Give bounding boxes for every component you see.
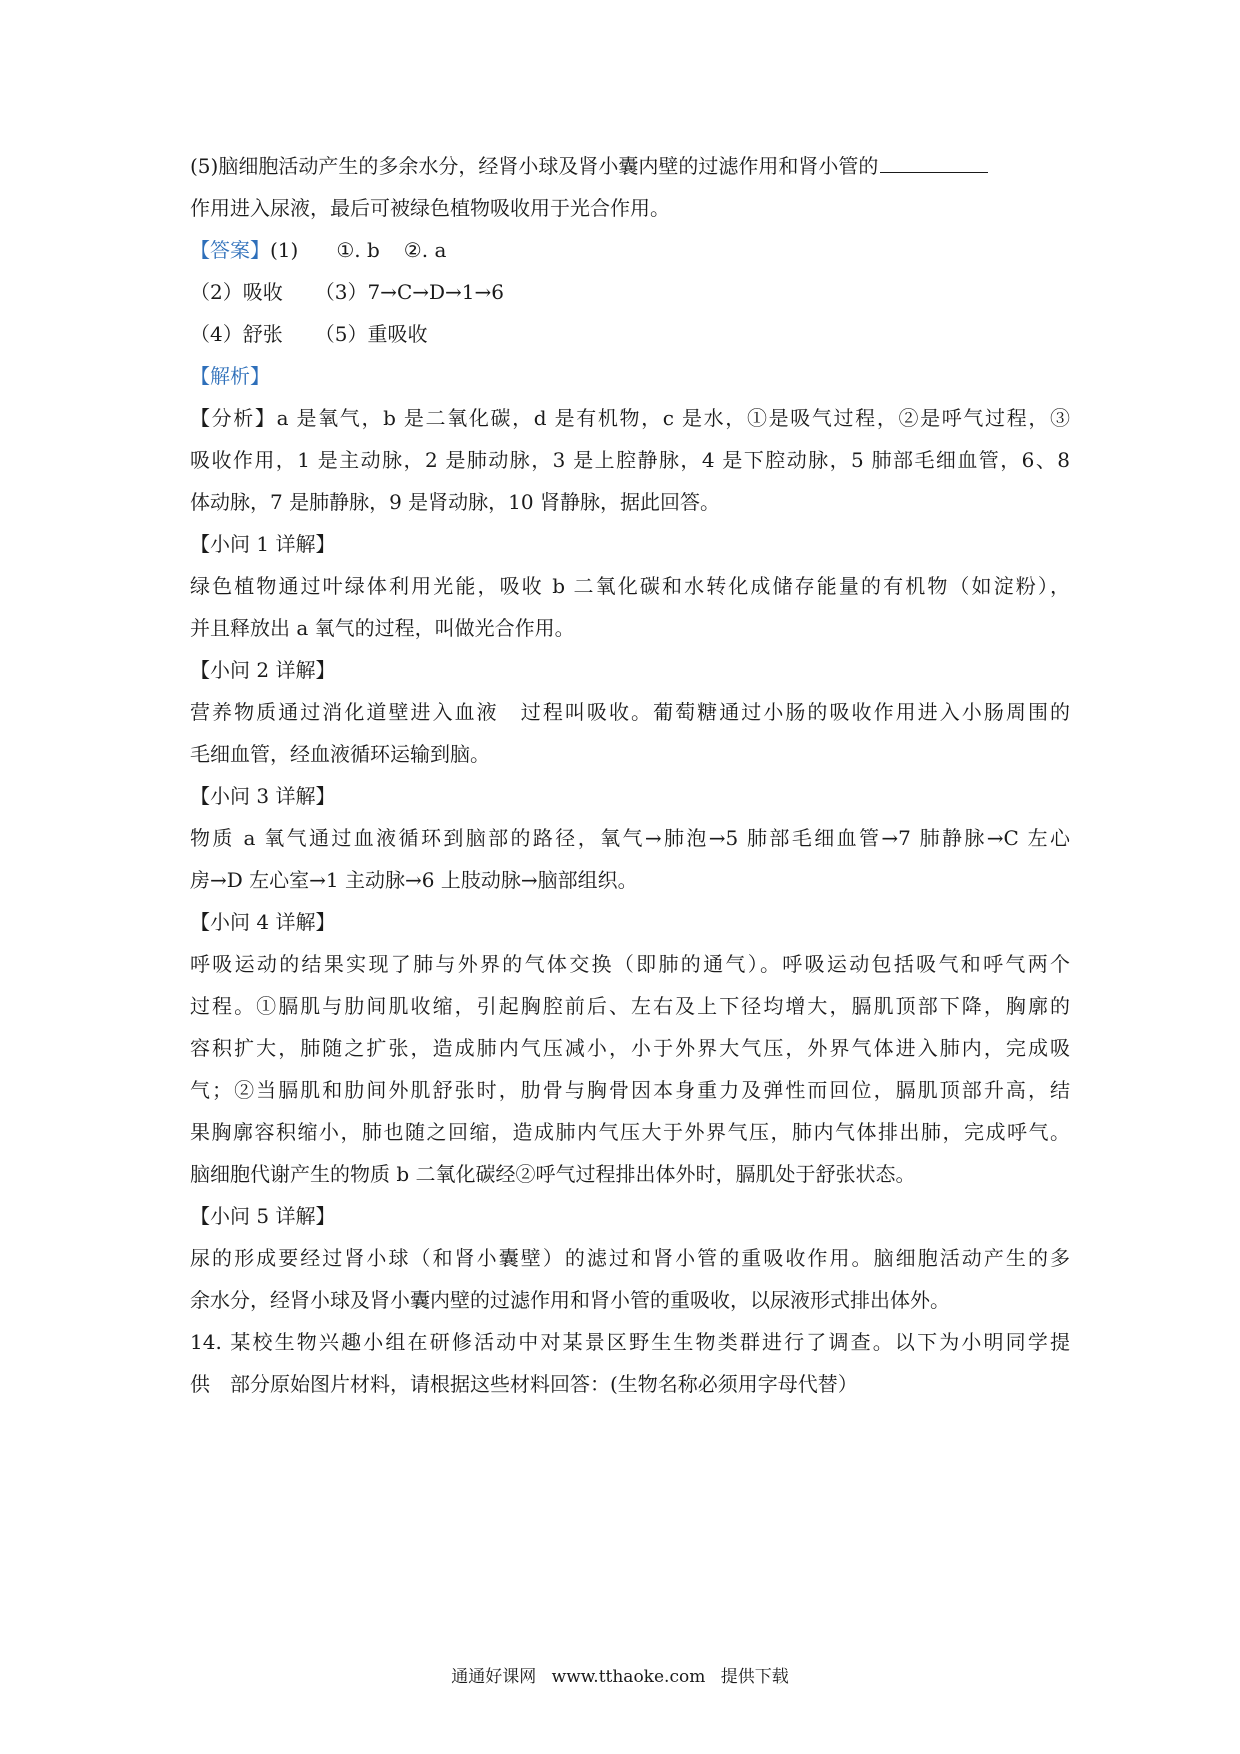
- answer-blank: [880, 150, 988, 173]
- q3-heading: 【小问 3 详解】: [190, 784, 336, 808]
- answer-line-1: [190, 229, 1070, 271]
- question-5-text: (5)脑细胞活动产生的多余水分，经肾小球及肾小囊内壁的过滤作用和肾小管的: [190, 154, 879, 178]
- answer-1-a: ①. b: [336, 238, 380, 262]
- q2-text-line: 毛细血管，经血液循环运输到脑。: [190, 742, 490, 766]
- answer-3: （3）7→C→D→1→6: [314, 280, 505, 304]
- analysis-intro-line: 吸收作用，1 是主动脉，2 是肺动脉，3 是上腔静脉，4 是下腔动脉，5 肺部毛细血管，6、8: [190, 448, 1070, 472]
- answer-1-prefix: (1): [270, 238, 299, 262]
- answer-4: （4）舒张: [190, 322, 283, 346]
- q1-text-line: 绿色植物通过叶绿体利用光能，吸收 b 二氧化碳和水转化成储存能量的有机物（如淀粉），: [190, 574, 1070, 598]
- q1-text-line: 并且释放出 a 氧气的过程，叫做光合作用。: [190, 616, 575, 640]
- q3-text-line: 物质 a 氧气通过血液循环到脑部的路径，氧气→肺泡→5 肺部毛细血管→7 肺静脉→C 左心: [190, 826, 1070, 850]
- q4-text-line: 气；②当膈肌和肋间外肌舒张时，肋骨与胸骨因本身重力及弹性而回位，膈肌顶部升高，结: [190, 1078, 1070, 1102]
- q4-text-line: 脑细胞代谢产生的物质 b 二氧化碳经②呼气过程排出体外时，膈肌处于舒张状态。: [190, 1162, 916, 1186]
- answer-1-b: ②. a: [403, 238, 447, 262]
- q4-text-line: 呼吸运动的结果实现了肺与外界的气体交换（即肺的通气）。呼吸运动包括吸气和呼气两个: [190, 952, 1070, 976]
- analysis-label: 【解析】: [190, 364, 270, 388]
- footer-download: 提供下载: [720, 1667, 789, 1687]
- question-5-continued: 作用进入尿液，最后可被绿色植物吸收用于光合作用。: [190, 196, 670, 220]
- q5-text-line: 余水分，经肾小球及肾小囊内壁的过滤作用和肾小管的重吸收，以尿液形式排出体外。: [190, 1288, 950, 1312]
- analysis-intro-line: 【分析】a 是氧气，b 是二氧化碳，d 是有机物，c 是水，①是吸气过程，②是呼气过程，③: [190, 406, 1070, 430]
- q3-text-line: 房→D 左心室→1 主动脉→6 上肢动脉→脑部组织。: [190, 868, 638, 892]
- q4-heading: 【小问 4 详解】: [190, 910, 336, 934]
- analysis-intro-line: 体动脉，7 是肺静脉，9 是肾动脉，10 肾静脉，据此回答。: [190, 490, 720, 514]
- q4-text-line: 果胸廓容积缩小，肺也随之回缩，造成肺内气压大于外界气压，肺内气体排出肺，完成呼气。: [190, 1120, 1070, 1144]
- q5-heading: 【小问 5 详解】: [190, 1204, 336, 1228]
- question-14-line: 供 部分原始图片材料，请根据这些材料回答：(生物名称必须用字母代替）: [190, 1372, 858, 1396]
- q1-heading: 【小问 1 详解】: [190, 532, 336, 556]
- question-5: [190, 145, 1070, 187]
- answer-5: （5）重吸收: [314, 322, 428, 346]
- q2-heading: 【小问 2 详解】: [190, 658, 336, 682]
- footer-site-name: 通通好课网: [451, 1667, 537, 1687]
- q4-text-line: 容积扩大，肺随之扩张，造成肺内气压减小，小于外界大气压，外界气体进入肺内，完成吸: [190, 1036, 1070, 1060]
- answer-label: 【答案】: [190, 238, 270, 262]
- answer-2: （2）吸收: [190, 280, 283, 304]
- page-footer: [0, 1665, 1240, 1689]
- q5-text-line: 尿的形成要经过肾小球（和肾小囊壁）的滤过和肾小管的重吸收作用。脑细胞活动产生的多: [190, 1246, 1070, 1270]
- footer-url[interactable]: www.tthaoke.com: [551, 1667, 706, 1687]
- q4-text-line: 过程。①膈肌与肋间肌收缩，引起胸腔前后、左右及上下径均增大，膈肌顶部下降，胸廓的: [190, 994, 1070, 1018]
- answer-line-2: [190, 271, 1070, 313]
- document-body: [190, 145, 1070, 1405]
- answer-line-3: [190, 313, 1070, 355]
- q2-text-line: 营养物质通过消化道壁进入血液 过程叫吸收。葡萄糖通过小肠的吸收作用进入小肠周围的: [190, 700, 1070, 724]
- question-14-line: 14. 某校生物兴趣小组在研修活动中对某景区野生生物类群进行了调查。以下为小明同学提: [190, 1330, 1070, 1354]
